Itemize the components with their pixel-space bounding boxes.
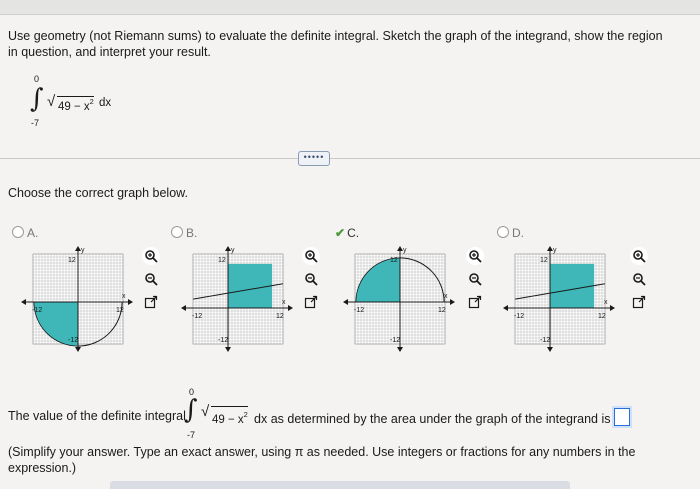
integrand-radicand	[57, 96, 94, 113]
choose-prompt: Choose the correct graph below.	[8, 186, 188, 200]
answer-integral-upper: 0	[189, 387, 195, 397]
x-axis-arrow-right	[128, 299, 133, 305]
zoom-out-icon[interactable]	[142, 270, 160, 288]
x-tick-label-positive: 12	[276, 313, 284, 320]
graph-a[interactable]	[18, 240, 138, 360]
y-axis-arrow-down	[225, 347, 231, 352]
bottom-toolbar	[110, 481, 570, 489]
x-tick-label-positive: 12	[438, 307, 446, 314]
zoom-in-icon[interactable]	[302, 247, 320, 265]
y-axis-label: y	[231, 247, 235, 254]
option-c-label: C.	[347, 226, 360, 240]
graph-b[interactable]	[178, 240, 298, 360]
external-window-icon[interactable]	[302, 293, 320, 311]
y-axis-label: y	[81, 247, 85, 254]
y-tick-label-positive: 12	[218, 257, 226, 264]
y-tick-label-positive: 12	[390, 257, 398, 264]
x-axis-label: x	[444, 293, 448, 300]
x-axis-arrow-right	[288, 305, 293, 311]
external-window-icon[interactable]	[142, 293, 160, 311]
option-c[interactable]	[335, 226, 359, 240]
x-axis-arrow-left	[21, 299, 26, 305]
answer-differential: dx	[254, 412, 268, 426]
x-axis-arrow-left	[343, 299, 348, 305]
zoom-in-icon[interactable]	[466, 247, 484, 265]
x-tick-label-negative: -12	[514, 313, 525, 320]
radicand-exponent: 2	[89, 97, 94, 106]
x-tick-label-positive: 12	[598, 313, 606, 320]
zoom-out-icon[interactable]	[466, 270, 484, 288]
option-d-radio[interactable]	[497, 226, 509, 238]
integral-sign: ∫	[30, 84, 44, 114]
integral-lower-limit: -7	[31, 118, 40, 128]
x-tick-label-positive: 12	[116, 307, 124, 314]
answer-instructions: (Simplify your answer. Type an exact answer, using π as needed. Use integers or fractions for any numbers in the expression.)	[8, 445, 636, 475]
sqrt-symbol: √	[47, 93, 56, 110]
expand-more-button[interactable]: •••••	[298, 151, 330, 166]
x-axis-arrow-left	[503, 305, 508, 311]
x-tick-label-negative: -12	[32, 307, 43, 314]
x-axis-label: x	[282, 299, 286, 306]
y-axis-arrow-down	[547, 347, 553, 352]
graph-b-tools	[302, 247, 320, 316]
x-axis-arrow-right	[450, 299, 455, 305]
x-axis-arrow-left	[181, 305, 186, 311]
y-tick-label-negative: -12	[540, 337, 551, 344]
zoom-in-icon[interactable]	[142, 247, 160, 265]
external-window-icon[interactable]	[466, 293, 484, 311]
x-axis-label: x	[122, 293, 126, 300]
external-window-icon[interactable]	[630, 293, 648, 311]
option-c-checkmark-icon: ✔	[335, 226, 346, 240]
option-b-label: B.	[186, 226, 198, 240]
option-d[interactable]	[497, 226, 524, 240]
zoom-in-icon[interactable]	[630, 247, 648, 265]
answer-input[interactable]	[614, 408, 630, 426]
graph-d-tools	[630, 247, 648, 316]
option-b[interactable]	[171, 226, 197, 240]
x-tick-label-negative: -12	[354, 307, 365, 314]
graph-a-tools	[142, 247, 160, 316]
answer-radicand	[211, 406, 248, 428]
graph-d[interactable]	[500, 240, 620, 360]
integral-upper-limit: 0	[34, 74, 40, 84]
option-d-label: D.	[512, 226, 524, 240]
answer-suffix	[254, 408, 630, 427]
answer-prefix: The value of the definite integral	[8, 409, 186, 423]
y-tick-label-positive: 12	[68, 257, 76, 264]
shaded-region	[228, 264, 272, 308]
radicand-text: 49 − x	[58, 101, 90, 113]
graph-c[interactable]	[340, 240, 460, 360]
option-b-radio[interactable]	[171, 226, 183, 238]
zoom-out-icon[interactable]	[302, 270, 320, 288]
y-axis-label: y	[553, 247, 557, 254]
option-a[interactable]	[12, 226, 38, 240]
answer-radicand-exponent: 2	[243, 410, 248, 419]
x-tick-label-negative: -12	[192, 313, 203, 320]
y-tick-label-positive: 12	[540, 257, 548, 264]
answer-suffix-text: as determined by the area under the graph of the integrand is	[270, 412, 611, 426]
integral-differential: dx	[99, 97, 112, 109]
graph-c-tools	[466, 247, 484, 316]
section-divider	[0, 158, 700, 159]
y-tick-label-negative: -12	[68, 337, 79, 344]
option-a-label: A.	[27, 226, 39, 240]
y-axis-arrow-down	[397, 347, 403, 352]
y-tick-label-negative: -12	[390, 337, 401, 344]
window-top-bar	[0, 0, 700, 15]
answer-integral-lower: -7	[187, 430, 196, 440]
question-text: Use geometry (not Riemann sums) to evaluate the definite integral. Sketch the graph of the integrand, show the region in question, and interpret your result.	[8, 29, 663, 59]
answer-integral-sign: ∫	[184, 395, 198, 425]
x-axis-arrow-right	[610, 305, 615, 311]
answer-radicand-text: 49 − x	[212, 414, 244, 426]
y-tick-label-negative: -12	[218, 337, 229, 344]
answer-sqrt-symbol: √	[201, 403, 210, 420]
y-axis-arrow-down	[75, 347, 81, 352]
zoom-out-icon[interactable]	[630, 270, 648, 288]
y-axis-label: y	[403, 247, 407, 254]
x-axis-label: x	[604, 299, 608, 306]
shaded-region	[550, 264, 594, 308]
option-a-radio[interactable]	[12, 226, 24, 238]
